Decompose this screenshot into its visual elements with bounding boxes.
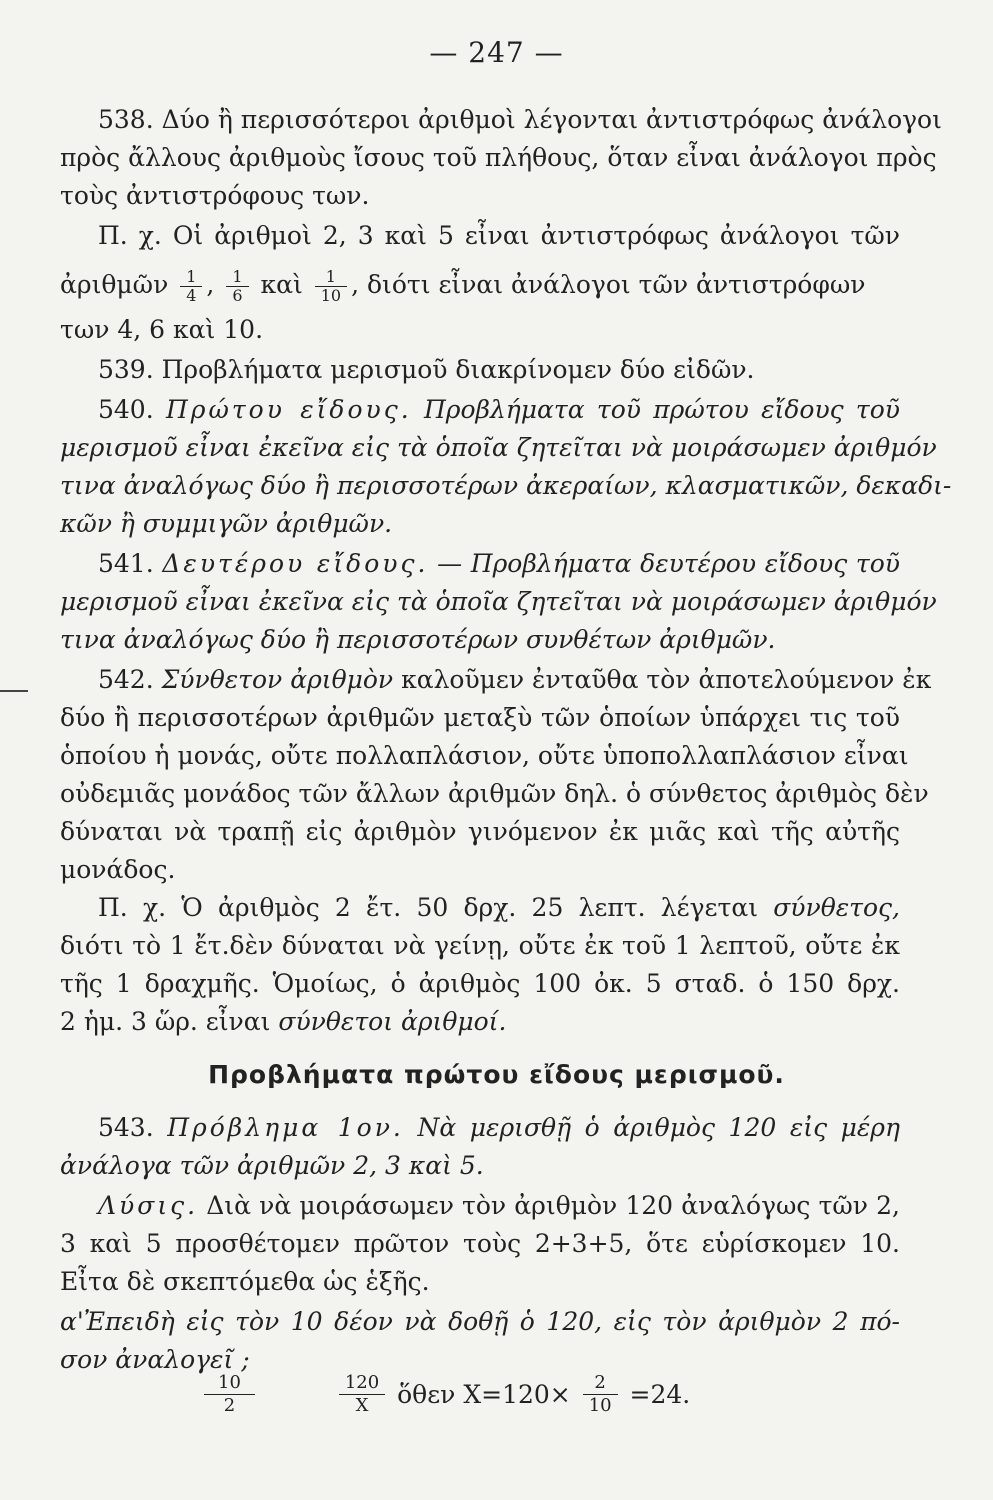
- frac-num: 10: [204, 1372, 255, 1395]
- p540-line-1-rest: Προβλήματα τοῦ πρώτου εἴδους τοῦ: [423, 395, 900, 424]
- frac-den: X: [355, 1395, 369, 1416]
- p542-line-2: δύο ἢ περισσοτέρων ἀριθμῶν μεταξὺ τῶν ὁποίων ὑπάρχει τις τοῦ: [60, 703, 900, 732]
- page-number: — 247 —: [429, 36, 564, 69]
- p543-line-6: α'Ἐπειδὴ εἰς τὸν 10 δέον νὰ δοθῇ ὁ 120, εἰς τὸν ἀριθμὸν 2 πό-: [60, 1307, 900, 1336]
- p541-title: Δευτέρου εἴδους.: [162, 549, 429, 578]
- p540-line-1: [98, 392, 900, 428]
- p542-line-7a: Π. χ. Ὁ ἀριθμὸς 2 ἔτ. 50 δρχ. 25 λεπτ. λέγεται: [98, 893, 759, 922]
- p542-line-10a: 2 ἡμ. 3 ὥρ. εἶναι: [60, 1007, 271, 1036]
- frac-den: 10: [320, 286, 342, 305]
- p542-number: 542.: [98, 665, 154, 694]
- p542-line-1: [98, 662, 932, 698]
- p541-line-3: τινα ἀναλόγως δύο ἢ περισσοτέρων συνθέτων ἀριθμῶν.: [60, 625, 776, 654]
- p538-line-3: τοὺς ἀντιστρόφους των.: [60, 181, 370, 210]
- frac-num: 1: [226, 268, 248, 287]
- p541-number: 541.: [98, 549, 154, 578]
- frac-num: 1: [315, 268, 347, 287]
- p538-line-1: 538. Δύο ἢ περισσότεροι ἀριθμοὶ λέγονται ἀντιστρόφως ἀνάλογοι: [98, 105, 942, 134]
- p542-line-3: ὁποίου ἡ μονάς, οὔτε πολλαπλάσιον, οὔτε ὑποπολλαπλάσιον εἶναι: [60, 741, 909, 770]
- margin-mark: [0, 690, 28, 692]
- p538-line-5c: , διότι εἶναι ἀνάλογοι τῶν ἀντιστρόφων: [351, 270, 866, 299]
- frac-den: 10: [588, 1395, 612, 1416]
- p539-line: 539. Προβλήματα μερισμοῦ διακρίνομεν δύο εἰδῶν.: [98, 355, 755, 384]
- frac-num: 1: [180, 268, 202, 287]
- p542-term: Σύνθετον ἀριθμὸν: [161, 665, 394, 694]
- p543-title: Πρόβλημα 1ον.: [167, 1113, 404, 1142]
- formula-line: [200, 1372, 720, 1432]
- formula-text: ὅθεν X=120×: [397, 1380, 571, 1409]
- p540-line-2: μερισμοῦ εἶναι ἐκεῖνα εἰς τὰ ὁποῖα ζητεῖται νὰ μοιράσωμεν ἀριθμόν: [60, 433, 937, 462]
- frac-den: 2: [223, 1395, 236, 1416]
- p542-line-4: οὐδεμιᾶς μονάδος τῶν ἄλλων ἀριθμῶν δηλ. ὁ σύνθετος ἀριθμὸς δὲν: [60, 779, 929, 808]
- p543-line-4: 3 καὶ 5 προσθέτομεν πρῶτον τοὺς 2+3+5, ὅτε εὑρίσκομεν 10.: [60, 1229, 900, 1258]
- p542-line-7b: σύνθετος,: [773, 893, 900, 922]
- p542-line-7: [98, 890, 900, 926]
- frac-den: 4: [186, 286, 197, 305]
- p543-line-3-rest: Διὰ νὰ μοιράσωμεν τὸν ἀριθμὸν 120 ἀναλόγως τῶν 2,: [206, 1191, 900, 1220]
- fraction-2-10: [583, 1372, 618, 1417]
- p538-line-4: Π. χ. Οἱ ἀριθμοὶ 2, 3 καὶ 5 εἶναι ἀντιστρόφως ἀνάλογοι τῶν: [98, 221, 900, 250]
- p540-line-4: κῶν ἢ συμμιγῶν ἀριθμῶν.: [60, 509, 393, 538]
- p543-line-2: ἀνάλογα τῶν ἀριθμῶν 2, 3 καὶ 5.: [60, 1151, 484, 1180]
- p543-line-3: [98, 1188, 900, 1224]
- formula-result: =24.: [629, 1380, 691, 1409]
- p538-line-2: πρὸς ἄλλους ἀριθμοὺς ἴσους τοῦ πλήθους, ὅταν εἶναι ἀνάλογοι πρὸς: [60, 143, 937, 172]
- fraction-120-x: [339, 1372, 385, 1417]
- p542-line-10: [60, 1004, 900, 1040]
- p540-number: 540.: [98, 395, 154, 424]
- p543-line-7: σον ἀναλογεῖ ;: [60, 1345, 250, 1374]
- p538-line-5: ἀριθμῶν $\frac{1}{4}$ , $\frac{1}{6}$ καὶ $\frac{1}{10}$ , διότι εἶναι ἀνάλογοι τῶν ἀντιστρόφων: [60, 267, 866, 305]
- p538-line-5b: καὶ: [260, 270, 303, 299]
- p543-line-5: Εἶτα δὲ σκεπτόμεθα ὡς ἑξῆς.: [60, 1267, 430, 1296]
- fraction-1-6: [226, 268, 248, 305]
- p541-line-2: μερισμοῦ εἶναι ἐκεῖνα εἰς τὰ ὁποῖα ζητεῖται νὰ μοιράσωμεν ἀριθμόν: [60, 587, 937, 616]
- fraction-1-10: [315, 268, 347, 305]
- p543-line-1-rest: Νὰ μερισθῇ ὁ ἀριθμὸς 120 εἰς μέρη: [417, 1113, 900, 1142]
- p541-line-1: [98, 546, 900, 582]
- p541-line-1-rest: — Προβλήματα δευτέρου εἴδους τοῦ: [437, 549, 901, 578]
- section-heading: Προβλήματα πρώτου εἴδους μερισμοῦ.: [208, 1060, 785, 1089]
- fraction-10-2: [204, 1372, 255, 1417]
- p542-line-10b: σύνθετοι ἀριθμοί.: [278, 1007, 507, 1036]
- p540-title: Πρώτου εἴδους.: [165, 395, 412, 424]
- p543-line-1: [98, 1110, 900, 1146]
- frac-num: 2: [583, 1372, 618, 1395]
- frac-den: 6: [232, 286, 243, 305]
- p538-line-5a: ἀριθμῶν: [60, 270, 169, 299]
- p542-line-8: διότι τὸ 1 ἔτ.δὲν δύναται νὰ γείνῃ, οὔτε ἐκ τοῦ 1 λεπτοῦ, οὔτε ἐκ: [60, 931, 900, 960]
- p542-line-6: μονάδος.: [60, 855, 176, 884]
- frac-num: 120: [339, 1372, 385, 1395]
- p543-number: 543.: [98, 1113, 154, 1142]
- p542-line-9: τῆς 1 δραχμῆς. Ὁμοίως, ὁ ἀριθμὸς 100 ὀκ. 5 σταδ. ὁ 150 δρχ.: [60, 969, 900, 998]
- p543-solution-label: Λύσις.: [98, 1191, 199, 1220]
- p542-line-1-rest: καλοῦμεν ἐνταῦθα τὸν ἀποτελούμενον ἐκ: [401, 665, 932, 694]
- p538-line-6: των 4, 6 καὶ 10.: [60, 315, 264, 344]
- p540-line-3: τινα ἀναλόγως δύο ἢ περισσοτέρων ἀκεραίων, κλασματικῶν, δεκαδι-: [60, 471, 952, 500]
- p542-line-5: δύναται νὰ τραπῇ εἰς ἀριθμὸν γινόμενον ἐκ μιᾶς καὶ τῆς αὐτῆς: [60, 817, 900, 846]
- fraction-1-4: [180, 268, 202, 305]
